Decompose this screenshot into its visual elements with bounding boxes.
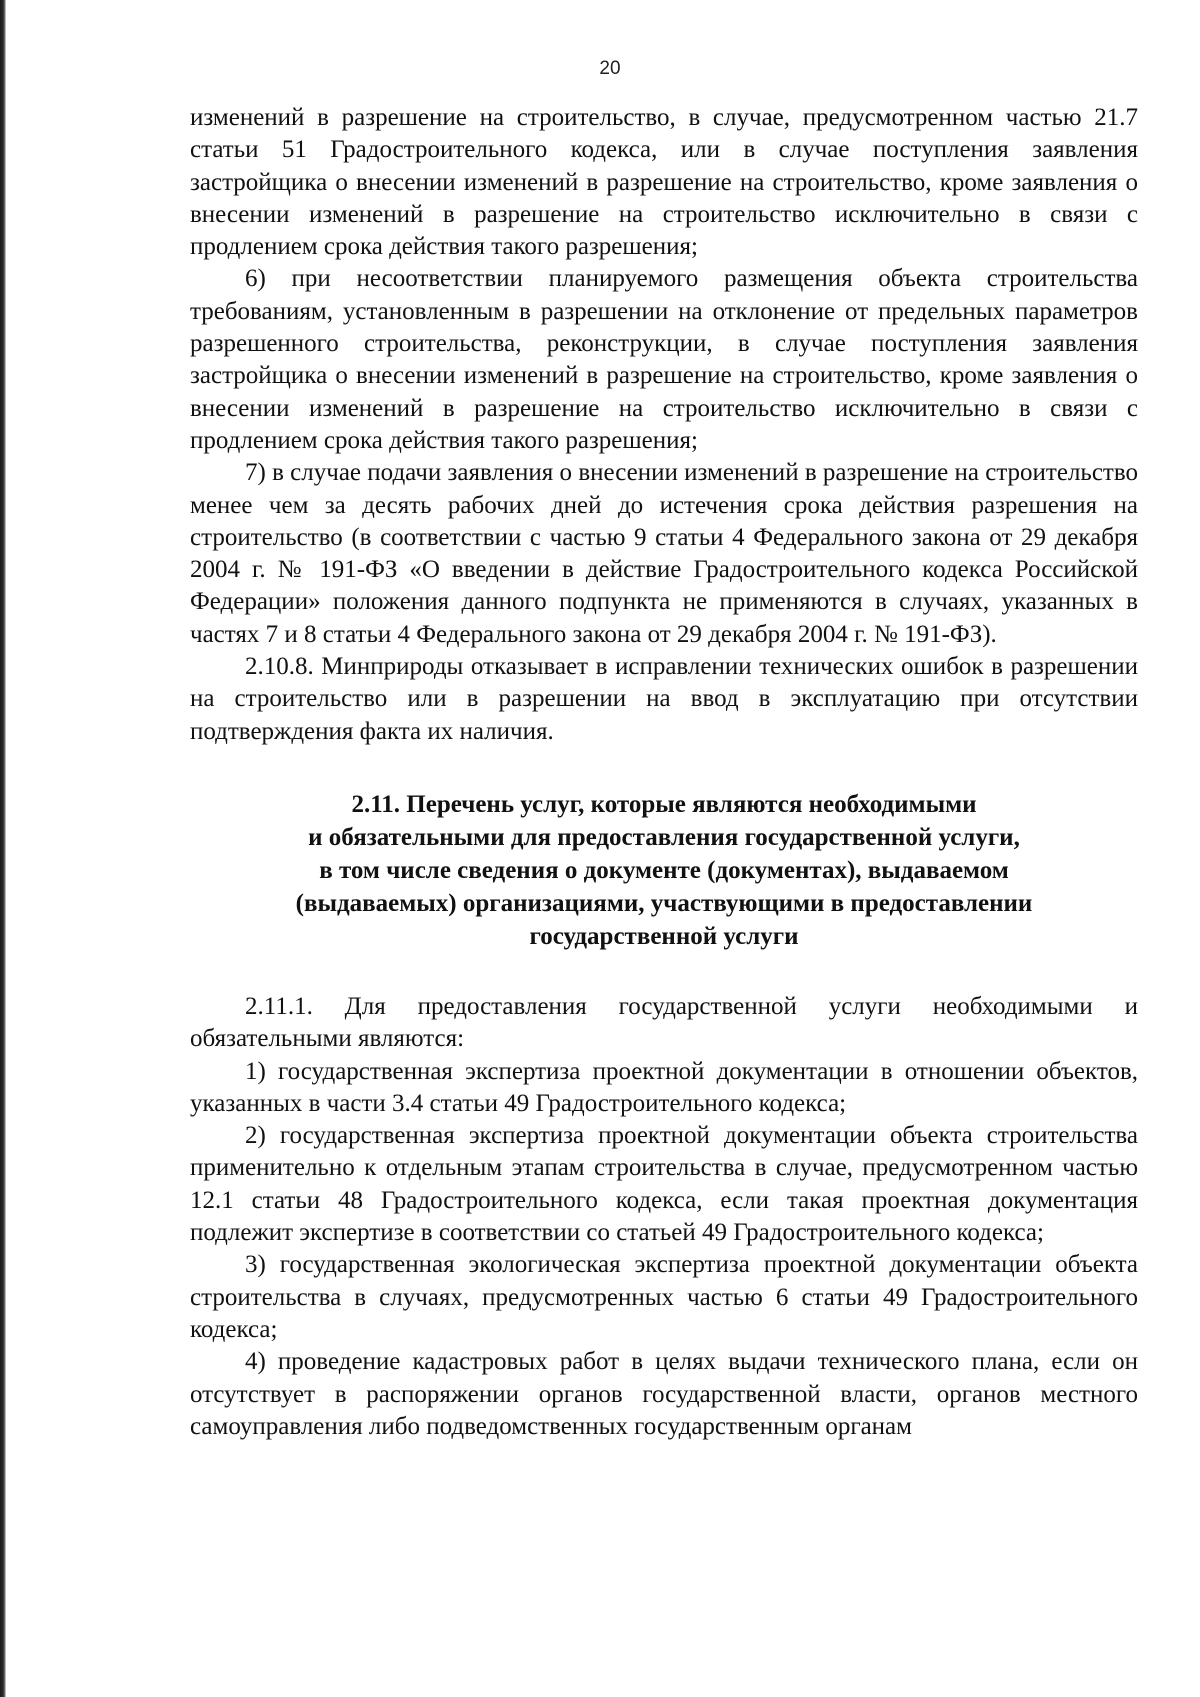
paragraph-service-2: 2) государственная экспертиза проектной документации объекта строительства применительно к отдельным этапам строительства в случае, предусмотренном частью 12.1 статьи 48 Градостроительного кодекса, если такая проектная документация подлежит экспертизе в соответствии со статьей 49 Градостроительного кодекса; bbox=[190, 1122, 1138, 1247]
heading-line: в том числе сведения о документе (документах), выдаваемом bbox=[319, 856, 1009, 884]
heading-line: (выдаваемых) организациями, участвующими в предоставлении bbox=[295, 889, 1033, 917]
scan-left-edge bbox=[0, 0, 6, 1697]
heading-line: и обязательными для предоставления государственной услуги, bbox=[308, 823, 1020, 851]
paragraph-continuation: изменений в разрешение на строительство, в случае, предусмотренном частью 21.7 статьи 51 Градостроительного кодекса, или в случае поступления заявления застройщика о внесении изменений в разрешение на строительство, кроме заявления о внесении изменений в разрешение на строительство исключительно в связи с продлением срока действия такого разрешения; bbox=[190, 104, 1138, 261]
paragraph-2-10-8: 2.10.8. Минприроды отказывает в исправлении технических ошибок в разрешении на строительство или в разрешении на ввод в эксплуатацию при отсутствии подтверждения факта их наличия. bbox=[190, 653, 1138, 745]
paragraph-item-6: 6) при несоответствии планируемого размещения объекта строительства требованиям, установленным в разрешении на отклонение от предельных параметров разрешенного строительства, реконструкции, в случае поступления заявления застройщика о внесении изменений в разрешение на строительство, кроме заявления о внесении изменений в разрешение на строительство исключительно в связи с продлением срока действия такого разрешения; bbox=[190, 265, 1138, 454]
paragraph-service-3: 3) государственная экологическая экспертиза проектной документации объекта строительства в случаях, предусмотренных частью 6 статьи 49 Градостроительного кодекса; bbox=[190, 1251, 1138, 1343]
heading-line: государственной услуги bbox=[529, 922, 799, 950]
page-number: 20 bbox=[599, 58, 621, 79]
paragraph-item-7: 7) в случае подачи заявления о внесении изменений в разрешение на строительство менее чем за десять рабочих дней до истечения срока действия разрешения на строительство (в соответствии с частью 9 статьи 4 Федерального закона от 29 декабря 2004 г. № 191-ФЗ «О введении в действие Градостроительного кодекса Российской Федерации» положения данного подпункта не применяются в случаях, указанных в частях 7 и 8 статьи 4 Федерального закона от 29 декабря 2004 г. № 191-ФЗ). bbox=[190, 459, 1138, 648]
paragraph-service-1: 1) государственная экспертиза проектной документации в отношении объектов, указанных в части 3.4 статьи 49 Градостроительного кодекса; bbox=[190, 1057, 1138, 1117]
paragraph-service-4: 4) проведение кадастровых работ в целях выдачи технического плана, если он отсутствует в распоряжении органов государственной власти, органов местного самоуправления либо подведомственных государственным органам bbox=[190, 1348, 1138, 1440]
section-heading-2-11 bbox=[190, 788, 1138, 953]
document-body bbox=[190, 102, 1138, 1443]
paragraph-2-11-1: 2.11.1. Для предоставления государственной услуги необходимыми и обязательными являются: bbox=[190, 992, 1138, 1053]
heading-line: 2.11. Перечень услуг, которые являются необходимыми bbox=[351, 790, 977, 818]
